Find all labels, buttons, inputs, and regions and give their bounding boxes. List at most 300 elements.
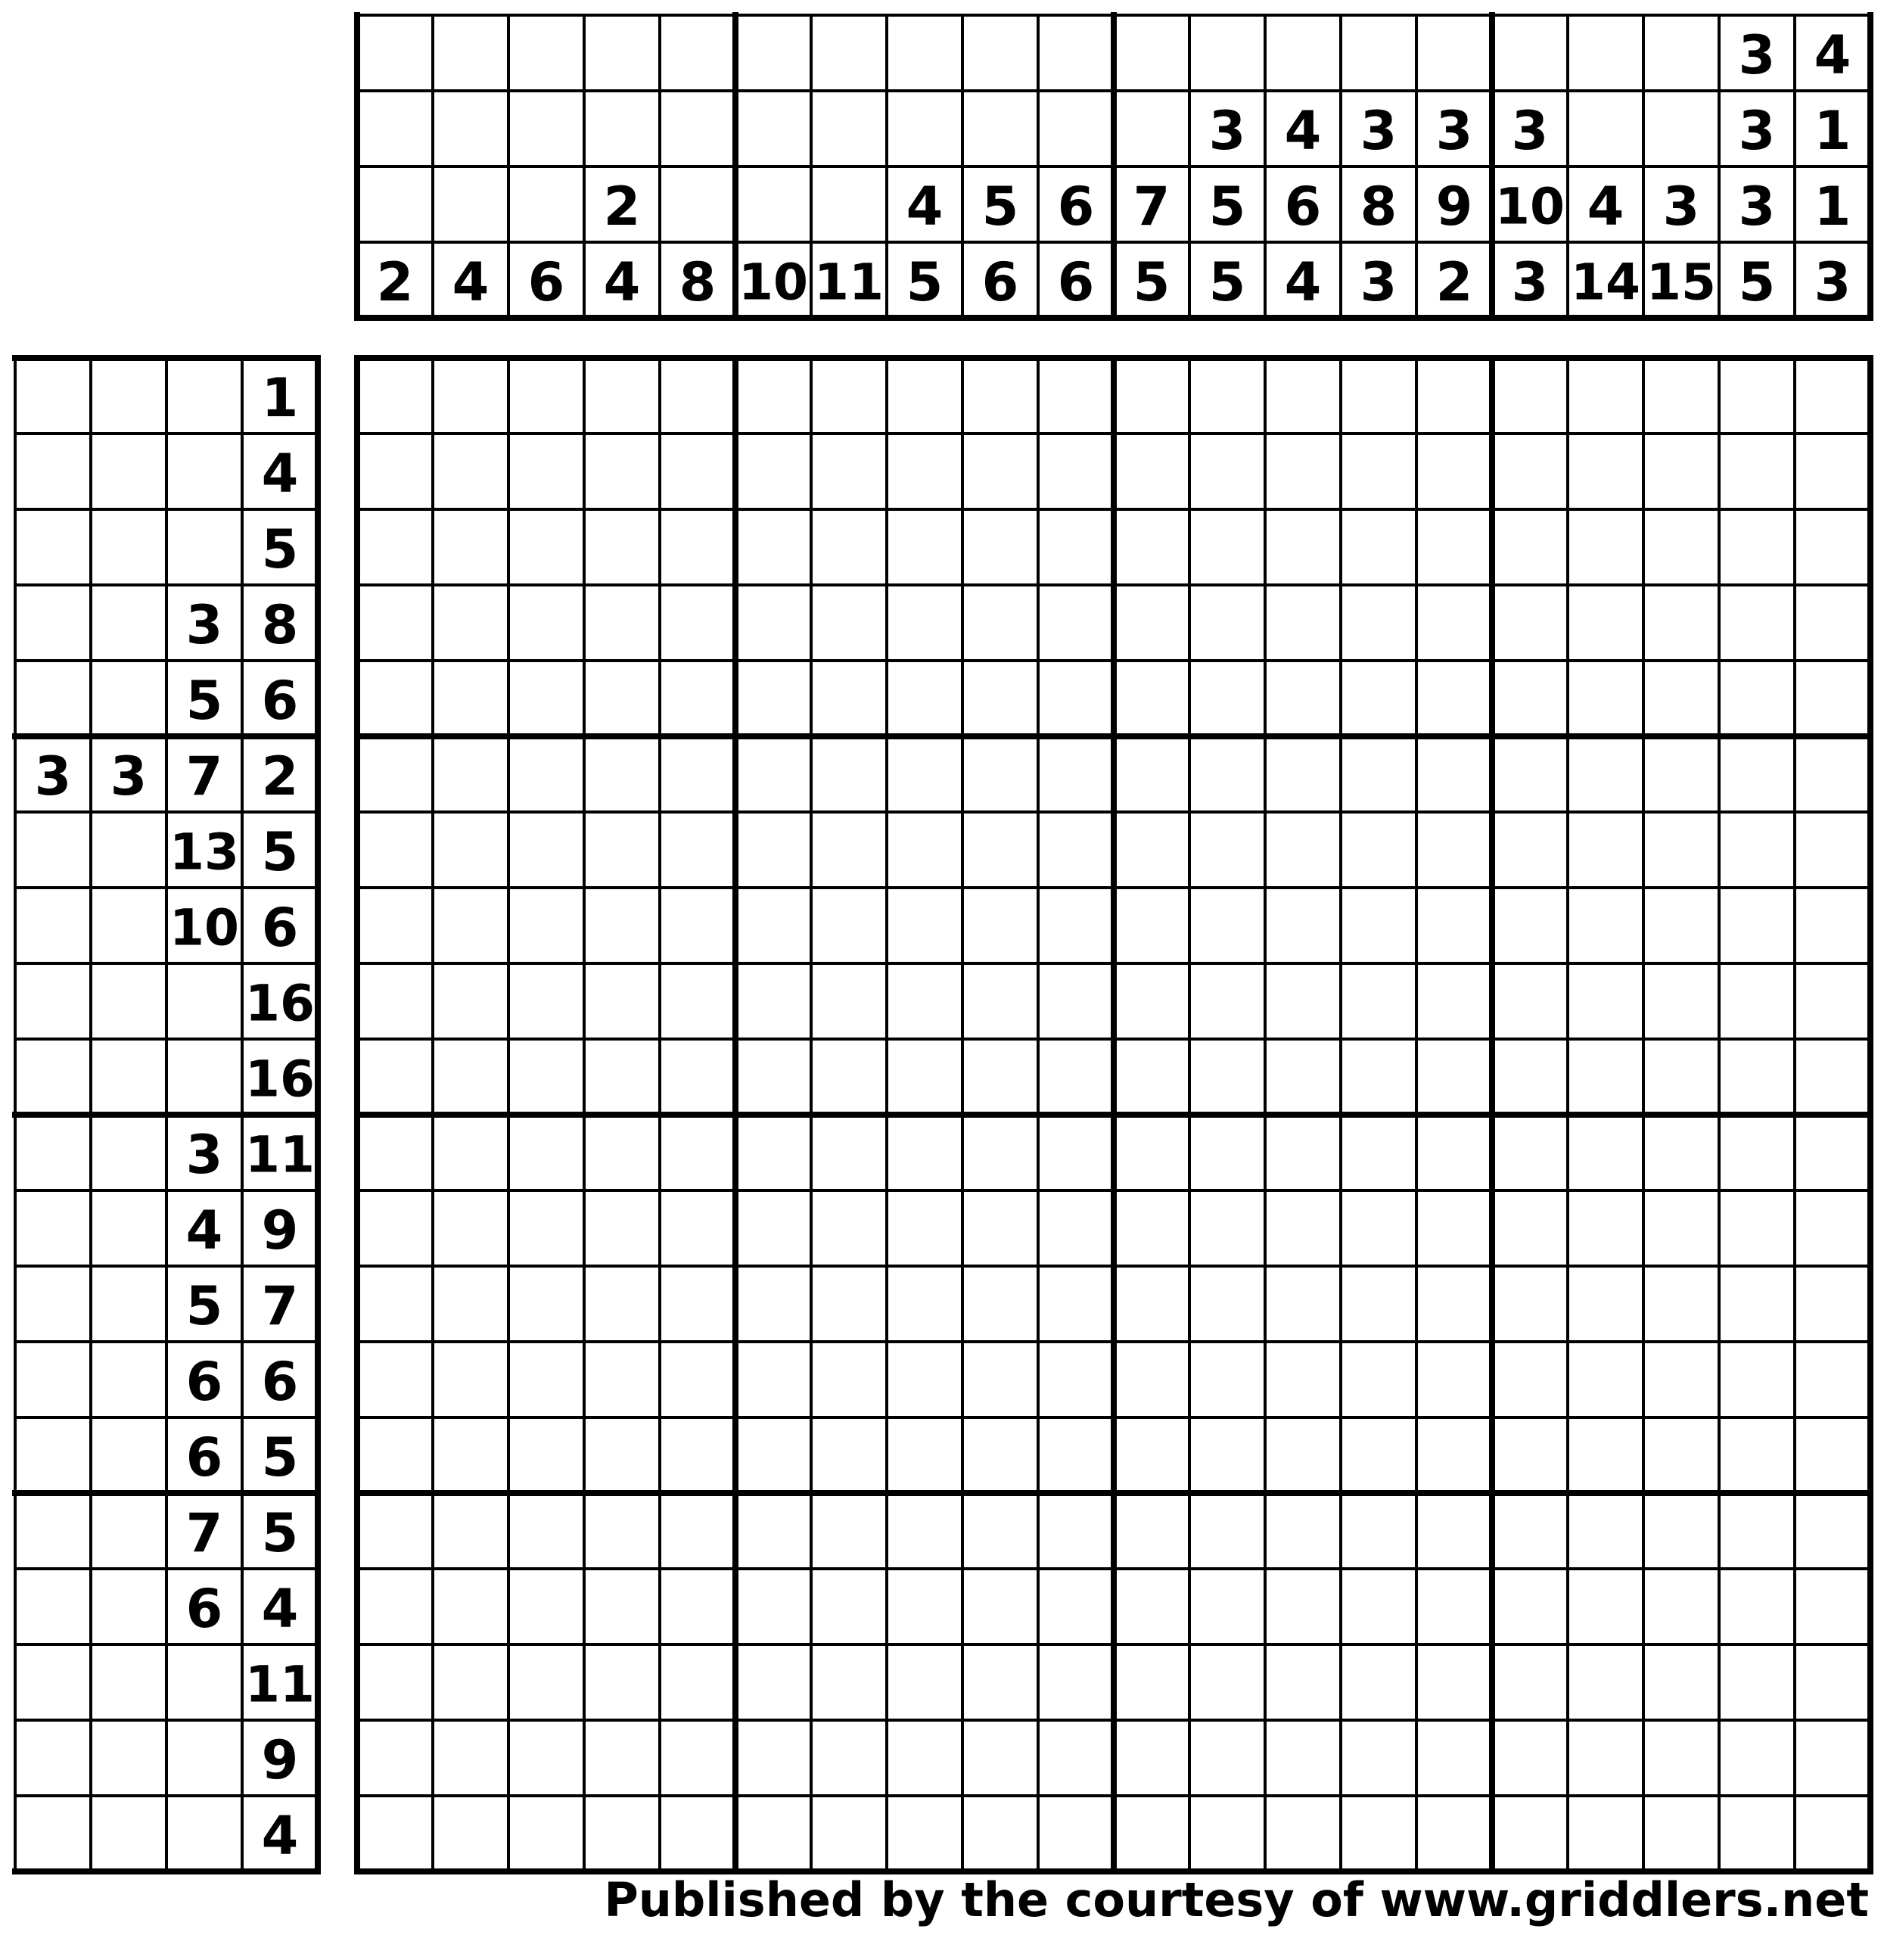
- grid-cell[interactable]: [962, 1342, 1038, 1417]
- grid-cell[interactable]: [811, 1417, 887, 1493]
- grid-cell[interactable]: [811, 1039, 887, 1115]
- grid-cell[interactable]: [1114, 963, 1189, 1039]
- grid-cell[interactable]: [1492, 1493, 1568, 1569]
- grid-cell[interactable]: [1265, 1266, 1341, 1342]
- grid-cell[interactable]: [1719, 358, 1795, 434]
- grid-cell[interactable]: [508, 1115, 584, 1190]
- grid-cell[interactable]: [660, 888, 735, 963]
- grid-cell[interactable]: [508, 1039, 584, 1115]
- grid-cell[interactable]: [962, 1190, 1038, 1266]
- grid-cell[interactable]: [1719, 585, 1795, 661]
- grid-cell[interactable]: [1416, 1190, 1492, 1266]
- grid-cell[interactable]: [584, 1039, 660, 1115]
- grid-cell[interactable]: [735, 358, 811, 434]
- grid-cell[interactable]: [1795, 963, 1870, 1039]
- grid-cell[interactable]: [660, 736, 735, 812]
- grid-cell[interactable]: [1492, 358, 1568, 434]
- grid-cell[interactable]: [584, 1644, 660, 1720]
- grid-cell[interactable]: [1038, 888, 1114, 963]
- grid-cell[interactable]: [660, 1266, 735, 1342]
- grid-cell[interactable]: [357, 509, 433, 585]
- grid-cell[interactable]: [1114, 661, 1189, 736]
- grid-cell[interactable]: [1568, 1569, 1643, 1644]
- grid-cell[interactable]: [1719, 661, 1795, 736]
- grid-cell[interactable]: [1114, 1266, 1189, 1342]
- grid-cell[interactable]: [1416, 1569, 1492, 1644]
- grid-cell[interactable]: [1568, 434, 1643, 509]
- grid-cell[interactable]: [1568, 1644, 1643, 1720]
- grid-cell[interactable]: [962, 1569, 1038, 1644]
- grid-cell[interactable]: [357, 1039, 433, 1115]
- grid-cell[interactable]: [584, 1115, 660, 1190]
- grid-cell[interactable]: [357, 736, 433, 812]
- grid-cell[interactable]: [811, 661, 887, 736]
- grid-cell[interactable]: [660, 585, 735, 661]
- grid-cell[interactable]: [1341, 888, 1416, 963]
- grid-cell[interactable]: [1795, 812, 1870, 888]
- grid-cell[interactable]: [962, 1644, 1038, 1720]
- grid-cell[interactable]: [584, 1569, 660, 1644]
- grid-cell[interactable]: [1568, 812, 1643, 888]
- grid-cell[interactable]: [962, 888, 1038, 963]
- grid-cell[interactable]: [811, 1720, 887, 1796]
- grid-cell[interactable]: [1114, 1115, 1189, 1190]
- grid-cell[interactable]: [1114, 585, 1189, 661]
- grid-cell[interactable]: [1038, 963, 1114, 1039]
- grid-cell[interactable]: [660, 1796, 735, 1871]
- grid-cell[interactable]: [1568, 585, 1643, 661]
- grid-cell[interactable]: [508, 1342, 584, 1417]
- grid-cell[interactable]: [1795, 1569, 1870, 1644]
- grid-cell[interactable]: [433, 1342, 508, 1417]
- grid-cell[interactable]: [811, 1569, 887, 1644]
- grid-cell[interactable]: [584, 963, 660, 1039]
- grid-cell[interactable]: [1341, 434, 1416, 509]
- grid-cell[interactable]: [1795, 1644, 1870, 1720]
- grid-cell[interactable]: [1492, 1342, 1568, 1417]
- grid-cell[interactable]: [1568, 736, 1643, 812]
- grid-cell[interactable]: [1341, 1266, 1416, 1342]
- grid-cell[interactable]: [962, 1115, 1038, 1190]
- grid-cell[interactable]: [1568, 1115, 1643, 1190]
- grid-cell[interactable]: [584, 1342, 660, 1417]
- grid-cell[interactable]: [660, 1720, 735, 1796]
- grid-cell[interactable]: [1189, 585, 1265, 661]
- grid-cell[interactable]: [887, 1493, 962, 1569]
- grid-cell[interactable]: [1114, 1190, 1189, 1266]
- grid-cell[interactable]: [1568, 358, 1643, 434]
- grid-cell[interactable]: [1341, 661, 1416, 736]
- grid-cell[interactable]: [1038, 1342, 1114, 1417]
- grid-cell[interactable]: [1643, 736, 1719, 812]
- grid-cell[interactable]: [1492, 1569, 1568, 1644]
- grid-cell[interactable]: [962, 434, 1038, 509]
- grid-cell[interactable]: [1492, 888, 1568, 963]
- grid-cell[interactable]: [1038, 1266, 1114, 1342]
- grid-cell[interactable]: [1643, 1493, 1719, 1569]
- grid-cell[interactable]: [1719, 1796, 1795, 1871]
- grid-cell[interactable]: [1719, 1342, 1795, 1417]
- grid-cell[interactable]: [1416, 1493, 1492, 1569]
- grid-cell[interactable]: [1643, 1115, 1719, 1190]
- grid-cell[interactable]: [660, 1115, 735, 1190]
- grid-cell[interactable]: [1492, 1644, 1568, 1720]
- grid-cell[interactable]: [1114, 736, 1189, 812]
- grid-cell[interactable]: [660, 1039, 735, 1115]
- grid-cell[interactable]: [1114, 1720, 1189, 1796]
- grid-cell[interactable]: [433, 358, 508, 434]
- grid-cell[interactable]: [1643, 1720, 1719, 1796]
- grid-cell[interactable]: [433, 888, 508, 963]
- grid-cell[interactable]: [1795, 1266, 1870, 1342]
- grid-cell[interactable]: [357, 1796, 433, 1871]
- grid-cell[interactable]: [811, 1190, 887, 1266]
- grid-cell[interactable]: [1568, 1190, 1643, 1266]
- grid-cell[interactable]: [1265, 1720, 1341, 1796]
- grid-cell[interactable]: [1643, 1569, 1719, 1644]
- grid-cell[interactable]: [1038, 1417, 1114, 1493]
- grid-cell[interactable]: [1416, 888, 1492, 963]
- grid-cell[interactable]: [1341, 585, 1416, 661]
- grid-cell[interactable]: [1114, 1342, 1189, 1417]
- grid-cell[interactable]: [1265, 1190, 1341, 1266]
- grid-cell[interactable]: [508, 585, 584, 661]
- grid-cell[interactable]: [1341, 1644, 1416, 1720]
- grid-cell[interactable]: [887, 888, 962, 963]
- grid-cell[interactable]: [1416, 963, 1492, 1039]
- grid-cell[interactable]: [1568, 1417, 1643, 1493]
- grid-cell[interactable]: [887, 812, 962, 888]
- grid-cell[interactable]: [1416, 1266, 1492, 1342]
- grid-cell[interactable]: [508, 358, 584, 434]
- grid-cell[interactable]: [1189, 1266, 1265, 1342]
- grid-cell[interactable]: [1038, 661, 1114, 736]
- grid-cell[interactable]: [735, 736, 811, 812]
- grid-cell[interactable]: [1341, 1493, 1416, 1569]
- grid-cell[interactable]: [1189, 1115, 1265, 1190]
- grid-cell[interactable]: [1341, 1569, 1416, 1644]
- grid-cell[interactable]: [584, 358, 660, 434]
- grid-cell[interactable]: [1643, 1644, 1719, 1720]
- grid-cell[interactable]: [660, 963, 735, 1039]
- grid-cell[interactable]: [735, 434, 811, 509]
- grid-cell[interactable]: [962, 812, 1038, 888]
- grid-cell[interactable]: [433, 1493, 508, 1569]
- grid-cell[interactable]: [1265, 888, 1341, 963]
- grid-cell[interactable]: [433, 812, 508, 888]
- grid-cell[interactable]: [584, 1266, 660, 1342]
- grid-cell[interactable]: [1341, 1190, 1416, 1266]
- grid-cell[interactable]: [1189, 1417, 1265, 1493]
- grid-cell[interactable]: [1265, 358, 1341, 434]
- grid-cell[interactable]: [735, 1266, 811, 1342]
- grid-cell[interactable]: [433, 509, 508, 585]
- grid-cell[interactable]: [1719, 1417, 1795, 1493]
- grid-cell[interactable]: [584, 585, 660, 661]
- grid-cell[interactable]: [1189, 1190, 1265, 1266]
- grid-cell[interactable]: [433, 1569, 508, 1644]
- grid-cell[interactable]: [1189, 1342, 1265, 1417]
- grid-cell[interactable]: [1114, 1039, 1189, 1115]
- grid-cell[interactable]: [584, 1417, 660, 1493]
- grid-cell[interactable]: [1795, 1417, 1870, 1493]
- grid-cell[interactable]: [1795, 1115, 1870, 1190]
- grid-cell[interactable]: [1038, 1796, 1114, 1871]
- grid-cell[interactable]: [1643, 1417, 1719, 1493]
- grid-cell[interactable]: [1038, 1039, 1114, 1115]
- grid-cell[interactable]: [357, 812, 433, 888]
- grid-cell[interactable]: [1341, 1342, 1416, 1417]
- grid-cell[interactable]: [1795, 888, 1870, 963]
- grid-cell[interactable]: [1265, 1796, 1341, 1871]
- grid-cell[interactable]: [962, 1417, 1038, 1493]
- grid-cell[interactable]: [433, 963, 508, 1039]
- grid-cell[interactable]: [1568, 1493, 1643, 1569]
- grid-cell[interactable]: [660, 358, 735, 434]
- grid-cell[interactable]: [1643, 1796, 1719, 1871]
- grid-cell[interactable]: [508, 1266, 584, 1342]
- grid-cell[interactable]: [433, 1796, 508, 1871]
- grid-cell[interactable]: [1038, 585, 1114, 661]
- grid-cell[interactable]: [1341, 1417, 1416, 1493]
- grid-cell[interactable]: [811, 1796, 887, 1871]
- grid-cell[interactable]: [1265, 812, 1341, 888]
- grid-cell[interactable]: [1643, 585, 1719, 661]
- grid-cell[interactable]: [1416, 1796, 1492, 1871]
- grid-cell[interactable]: [1492, 585, 1568, 661]
- grid-cell[interactable]: [1114, 1569, 1189, 1644]
- grid-cell[interactable]: [1719, 1190, 1795, 1266]
- grid-cell[interactable]: [1189, 736, 1265, 812]
- grid-cell[interactable]: [660, 434, 735, 509]
- grid-cell[interactable]: [1643, 434, 1719, 509]
- grid-cell[interactable]: [1719, 1039, 1795, 1115]
- grid-cell[interactable]: [811, 1115, 887, 1190]
- grid-cell[interactable]: [1114, 358, 1189, 434]
- grid-cell[interactable]: [887, 1569, 962, 1644]
- grid-cell[interactable]: [735, 963, 811, 1039]
- grid-cell[interactable]: [1416, 1115, 1492, 1190]
- grid-cell[interactable]: [660, 509, 735, 585]
- grid-cell[interactable]: [660, 812, 735, 888]
- grid-cell[interactable]: [508, 1190, 584, 1266]
- grid-cell[interactable]: [508, 812, 584, 888]
- grid-cell[interactable]: [584, 434, 660, 509]
- grid-cell[interactable]: [887, 963, 962, 1039]
- grid-cell[interactable]: [508, 509, 584, 585]
- grid-cell[interactable]: [1114, 888, 1189, 963]
- grid-cell[interactable]: [357, 1720, 433, 1796]
- grid-cell[interactable]: [508, 1720, 584, 1796]
- grid-cell[interactable]: [962, 661, 1038, 736]
- grid-cell[interactable]: [660, 661, 735, 736]
- grid-cell[interactable]: [887, 1720, 962, 1796]
- grid-cell[interactable]: [357, 661, 433, 736]
- grid-cell[interactable]: [357, 1417, 433, 1493]
- grid-cell[interactable]: [1341, 812, 1416, 888]
- grid-cell[interactable]: [508, 661, 584, 736]
- grid-cell[interactable]: [1189, 1720, 1265, 1796]
- grid-cell[interactable]: [1189, 661, 1265, 736]
- grid-cell[interactable]: [1492, 1190, 1568, 1266]
- grid-cell[interactable]: [811, 1342, 887, 1417]
- grid-cell[interactable]: [735, 888, 811, 963]
- grid-cell[interactable]: [1492, 509, 1568, 585]
- grid-cell[interactable]: [1416, 434, 1492, 509]
- grid-cell[interactable]: [1265, 963, 1341, 1039]
- grid-cell[interactable]: [735, 1417, 811, 1493]
- grid-cell[interactable]: [660, 1569, 735, 1644]
- grid-cell[interactable]: [1643, 1342, 1719, 1417]
- grid-cell[interactable]: [1795, 1720, 1870, 1796]
- grid-cell[interactable]: [1643, 509, 1719, 585]
- grid-cell[interactable]: [962, 1796, 1038, 1871]
- grid-cell[interactable]: [1341, 358, 1416, 434]
- grid-cell[interactable]: [962, 1039, 1038, 1115]
- grid-cell[interactable]: [584, 1720, 660, 1796]
- grid-cell[interactable]: [1719, 1644, 1795, 1720]
- grid-cell[interactable]: [1568, 888, 1643, 963]
- grid-cell[interactable]: [1416, 1417, 1492, 1493]
- grid-cell[interactable]: [735, 1796, 811, 1871]
- grid-cell[interactable]: [811, 1493, 887, 1569]
- grid-cell[interactable]: [1568, 1039, 1643, 1115]
- grid-cell[interactable]: [1719, 1266, 1795, 1342]
- grid-cell[interactable]: [1492, 1796, 1568, 1871]
- grid-cell[interactable]: [1492, 812, 1568, 888]
- grid-cell[interactable]: [887, 1417, 962, 1493]
- grid-cell[interactable]: [1114, 434, 1189, 509]
- grid-cell[interactable]: [887, 1644, 962, 1720]
- grid-cell[interactable]: [1189, 509, 1265, 585]
- grid-cell[interactable]: [1341, 509, 1416, 585]
- grid-cell[interactable]: [357, 1342, 433, 1417]
- grid-cell[interactable]: [584, 1493, 660, 1569]
- grid-cell[interactable]: [508, 736, 584, 812]
- grid-cell[interactable]: [1719, 888, 1795, 963]
- grid-cell[interactable]: [887, 358, 962, 434]
- grid-cell[interactable]: [1038, 812, 1114, 888]
- grid-cell[interactable]: [1492, 1115, 1568, 1190]
- grid-cell[interactable]: [1719, 1493, 1795, 1569]
- grid-cell[interactable]: [1568, 1342, 1643, 1417]
- grid-cell[interactable]: [357, 434, 433, 509]
- grid-cell[interactable]: [1189, 1569, 1265, 1644]
- grid-cell[interactable]: [584, 1796, 660, 1871]
- grid-cell[interactable]: [508, 1796, 584, 1871]
- grid-cell[interactable]: [1189, 1796, 1265, 1871]
- grid-cell[interactable]: [887, 1342, 962, 1417]
- grid-cell[interactable]: [1265, 585, 1341, 661]
- grid-cell[interactable]: [508, 1644, 584, 1720]
- grid-cell[interactable]: [1492, 1417, 1568, 1493]
- grid-cell[interactable]: [1189, 1039, 1265, 1115]
- grid-cell[interactable]: [1416, 1342, 1492, 1417]
- grid-cell[interactable]: [1114, 1644, 1189, 1720]
- grid-cell[interactable]: [1492, 963, 1568, 1039]
- grid-cell[interactable]: [1189, 358, 1265, 434]
- grid-cell[interactable]: [1719, 1720, 1795, 1796]
- grid-cell[interactable]: [1416, 812, 1492, 888]
- grid-cell[interactable]: [1189, 1644, 1265, 1720]
- grid-cell[interactable]: [1189, 963, 1265, 1039]
- grid-cell[interactable]: [433, 585, 508, 661]
- grid-cell[interactable]: [887, 661, 962, 736]
- grid-cell[interactable]: [433, 1417, 508, 1493]
- grid-cell[interactable]: [433, 1115, 508, 1190]
- grid-cell[interactable]: [735, 509, 811, 585]
- grid-cell[interactable]: [508, 1493, 584, 1569]
- grid-cell[interactable]: [1492, 1039, 1568, 1115]
- grid-cell[interactable]: [1795, 661, 1870, 736]
- grid-cell[interactable]: [1114, 1493, 1189, 1569]
- grid-cell[interactable]: [811, 1266, 887, 1342]
- grid-cell[interactable]: [1038, 434, 1114, 509]
- grid-cell[interactable]: [1643, 888, 1719, 963]
- grid-cell[interactable]: [1568, 1266, 1643, 1342]
- grid-cell[interactable]: [1643, 1039, 1719, 1115]
- grid-cell[interactable]: [1719, 963, 1795, 1039]
- grid-cell[interactable]: [1265, 1417, 1341, 1493]
- grid-cell[interactable]: [1416, 509, 1492, 585]
- grid-cell[interactable]: [735, 1115, 811, 1190]
- grid-cell[interactable]: [508, 963, 584, 1039]
- grid-cell[interactable]: [735, 1342, 811, 1417]
- grid-cell[interactable]: [357, 1190, 433, 1266]
- grid-cell[interactable]: [1416, 1720, 1492, 1796]
- grid-cell[interactable]: [1719, 736, 1795, 812]
- grid-cell[interactable]: [1643, 963, 1719, 1039]
- grid-cell[interactable]: [1038, 1115, 1114, 1190]
- grid-cell[interactable]: [1341, 1720, 1416, 1796]
- grid-cell[interactable]: [1341, 736, 1416, 812]
- grid-cell[interactable]: [660, 1417, 735, 1493]
- grid-cell[interactable]: [357, 585, 433, 661]
- grid-cell[interactable]: [1643, 812, 1719, 888]
- grid-cell[interactable]: [584, 509, 660, 585]
- grid-cell[interactable]: [735, 1039, 811, 1115]
- grid-cell[interactable]: [887, 1796, 962, 1871]
- grid-cell[interactable]: [811, 434, 887, 509]
- grid-cell[interactable]: [811, 509, 887, 585]
- grid-cell[interactable]: [584, 888, 660, 963]
- grid-cell[interactable]: [735, 812, 811, 888]
- grid-cell[interactable]: [1719, 812, 1795, 888]
- grid-cell[interactable]: [962, 358, 1038, 434]
- grid-cell[interactable]: [584, 812, 660, 888]
- grid-cell[interactable]: [1568, 661, 1643, 736]
- grid-cell[interactable]: [1795, 358, 1870, 434]
- grid-cell[interactable]: [811, 358, 887, 434]
- grid-cell[interactable]: [962, 1493, 1038, 1569]
- grid-cell[interactable]: [811, 888, 887, 963]
- grid-cell[interactable]: [1643, 358, 1719, 434]
- grid-cell[interactable]: [962, 963, 1038, 1039]
- grid-cell[interactable]: [811, 812, 887, 888]
- grid-cell[interactable]: [1492, 1266, 1568, 1342]
- grid-cell[interactable]: [1038, 736, 1114, 812]
- grid-cell[interactable]: [1416, 358, 1492, 434]
- grid-cell[interactable]: [1719, 1115, 1795, 1190]
- grid-cell[interactable]: [433, 1039, 508, 1115]
- grid-cell[interactable]: [1568, 1720, 1643, 1796]
- grid-cell[interactable]: [357, 1644, 433, 1720]
- grid-cell[interactable]: [887, 434, 962, 509]
- grid-cell[interactable]: [1492, 1720, 1568, 1796]
- grid-cell[interactable]: [357, 358, 433, 434]
- grid-cell[interactable]: [1341, 1115, 1416, 1190]
- grid-cell[interactable]: [1795, 1190, 1870, 1266]
